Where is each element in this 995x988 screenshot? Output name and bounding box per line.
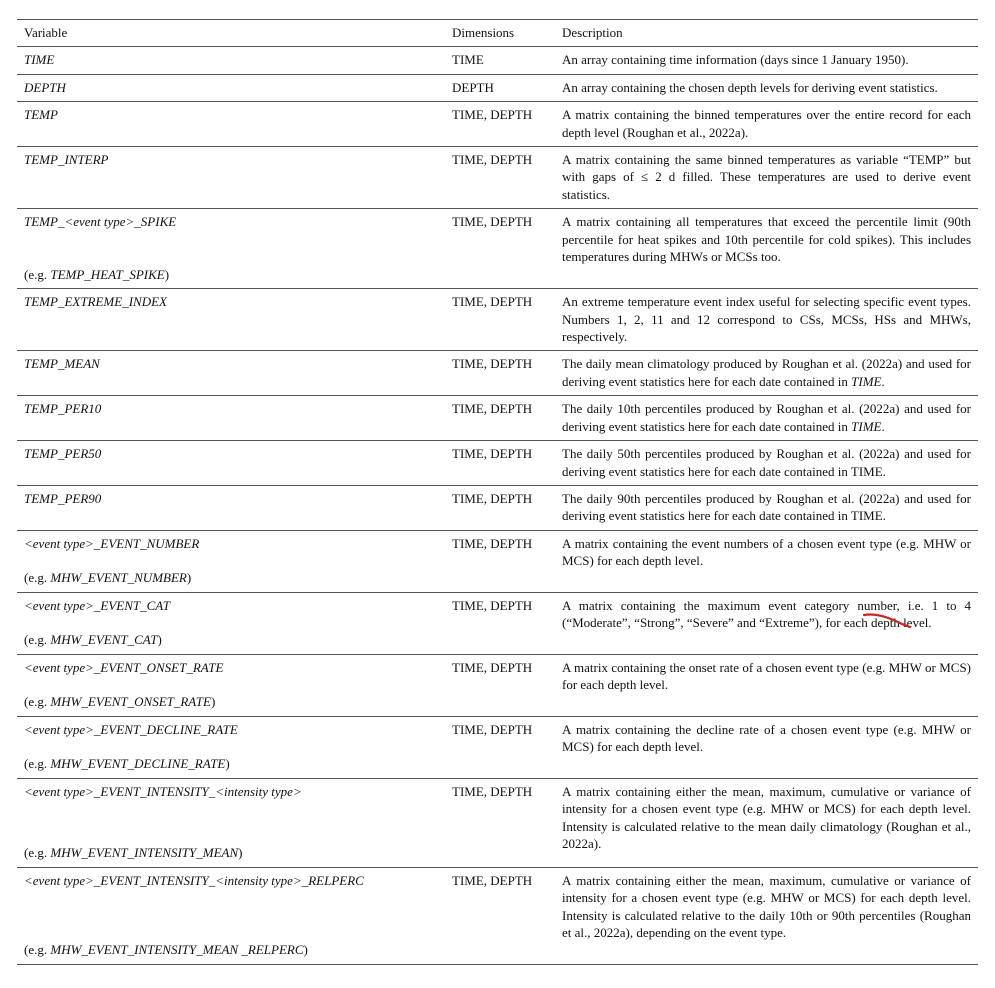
example-name: MHW_EVENT_DECLINE_RATE [50, 756, 226, 772]
dimensions-cell: TIME, DEPTH [445, 289, 555, 351]
dimensions-cell: TIME, DEPTH [445, 716, 555, 778]
example-line: (e.g. MHW_EVENT_NUMBER) [24, 570, 192, 586]
variable-name: <event type>_EVENT_NUMBER [24, 535, 200, 551]
description-cell: An extreme temperature event index useful for selecting specific event types. Numbers 1, 2, 11 and 12 correspond to CSs, MCSs, HSs and MHWs, respectively. [555, 289, 978, 351]
dimensions-cell: TIME, DEPTH [445, 351, 555, 396]
example-line: (e.g. MHW_EVENT_INTENSITY_MEAN _RELPERC) [24, 942, 308, 958]
variable-name: TEMP_INTERP [24, 152, 109, 168]
variable-cell [17, 47, 445, 74]
description-cell: An array containing time information (days since 1 January 1950). [555, 47, 978, 74]
description-cell: The daily 90th percentiles produced by Roughan et al. (2022a) and used for deriving event statistics here for each date contained in TIME. [555, 485, 978, 530]
dimensions-cell: TIME, DEPTH [445, 867, 555, 964]
variable-cell [17, 351, 445, 396]
description-cell: A matrix containing the decline rate of a chosen event type (e.g. MHW or MCS) for each depth level. [555, 716, 978, 778]
dimensions-cell: TIME, DEPTH [445, 147, 555, 209]
description-cell: A matrix containing the same binned temperatures as variable “TEMP” but with gaps of ≤ 2 d filled. These temperatures are used to derive event statistics. [555, 147, 978, 209]
description-cell: A matrix containing the binned temperatures over the entire record for each depth level (Roughan et al., 2022a). [555, 102, 978, 147]
variable-name: <event type>_EVENT_INTENSITY_<intensity type>_RELPERC [24, 872, 364, 888]
dimensions-cell: TIME, DEPTH [445, 530, 555, 592]
example-name: TEMP_HEAT_SPIKE [50, 266, 165, 282]
description-cell: A matrix containing either the mean, maximum, cumulative or variance of intensity for a chosen event type (e.g. MHW or MCS) for each depth level. Intensity is calculated relative to the mean daily climatology (Roughan et al., 2022a). [555, 778, 978, 867]
variable-name: TEMP_<event type>_SPIKE [24, 214, 177, 230]
variables-table [17, 19, 978, 965]
variable-name: <event type>_EVENT_INTENSITY_<intensity type> [24, 783, 302, 799]
dimensions-cell: TIME, DEPTH [445, 209, 555, 289]
variable-name: <event type>_EVENT_DECLINE_RATE [24, 721, 238, 737]
description-cell: A matrix containing the maximum event category number, i.e. 1 to 4 (“Moderate”, “Strong”, “Severe” and “Extreme”), for each depth level. [555, 592, 978, 654]
variable-cell [17, 485, 445, 530]
table-row [17, 441, 978, 486]
example-line: (e.g. MHW_EVENT_DECLINE_RATE) [24, 756, 230, 772]
table-row [17, 289, 978, 351]
dimensions-cell: TIME, DEPTH [445, 778, 555, 867]
example-name: MHW_EVENT_INTENSITY_MEAN _RELPERC [50, 942, 304, 958]
dimensions-cell: TIME, DEPTH [445, 396, 555, 441]
table-row [17, 74, 978, 101]
example-line: (e.g. MHW_EVENT_ONSET_RATE) [24, 694, 216, 710]
description-cell: The daily 50th percentiles produced by Roughan et al. (2022a) and used for deriving event statistics here for each date contained in TIME. [555, 441, 978, 486]
variable-cell [17, 396, 445, 441]
table-header-row [17, 20, 978, 47]
example-line: (e.g. MHW_EVENT_CAT) [24, 632, 162, 648]
variable-name: DEPTH [24, 79, 66, 95]
dimensions-cell: TIME, DEPTH [445, 102, 555, 147]
variable-name: TEMP_EXTREME_INDEX [24, 294, 167, 310]
table-row [17, 867, 978, 964]
variable-cell [17, 716, 445, 778]
example-name: MHW_EVENT_NUMBER [50, 570, 187, 586]
variable-cell [17, 102, 445, 147]
table-row [17, 209, 978, 289]
variable-cell [17, 209, 445, 289]
dimensions-cell: TIME, DEPTH [445, 654, 555, 716]
dimensions-cell: TIME, DEPTH [445, 441, 555, 486]
dimensions-cell: TIME, DEPTH [445, 485, 555, 530]
variable-name: <event type>_EVENT_ONSET_RATE [24, 659, 224, 675]
variable-cell [17, 441, 445, 486]
example-line: (e.g. MHW_EVENT_INTENSITY_MEAN) [24, 845, 243, 861]
table-row [17, 530, 978, 592]
description-cell: A matrix containing either the mean, maximum, cumulative or variance of intensity for a chosen event type (e.g. MHW or MCS) for each depth level. Intensity is calculated relative to the daily 10th or 90th percentiles (Roughan et al., 2022a), depending on the event type. [555, 867, 978, 964]
table-row [17, 654, 978, 716]
description-cell: An array containing the chosen depth levels for deriving event statistics. [555, 74, 978, 101]
variable-name: <event type>_EVENT_CAT [24, 597, 170, 613]
description-cell: The daily 10th percentiles produced by Roughan et al. (2022a) and used for deriving event statistics here for each date contained in TIME. [555, 396, 978, 441]
description-cell: A matrix containing the event numbers of a chosen event type (e.g. MHW or MCS) for each depth level. [555, 530, 978, 592]
dimensions-cell: TIME, DEPTH [445, 592, 555, 654]
variable-cell [17, 74, 445, 101]
variable-cell [17, 778, 445, 867]
table-row [17, 47, 978, 74]
variable-cell [17, 592, 445, 654]
header-description: Description [555, 20, 978, 47]
example-name: MHW_EVENT_ONSET_RATE [50, 694, 211, 710]
table-row [17, 147, 978, 209]
variable-cell [17, 147, 445, 209]
variable-cell [17, 867, 445, 964]
header-variable: Variable [17, 20, 445, 47]
description-cell: A matrix containing the onset rate of a chosen event type (e.g. MHW or MCS) for each depth level. [555, 654, 978, 716]
table-row [17, 485, 978, 530]
dimensions-cell: TIME [445, 47, 555, 74]
example-line: (e.g. TEMP_HEAT_SPIKE) [24, 266, 170, 282]
dimensions-cell: DEPTH [445, 74, 555, 101]
variable-name: TIME [24, 52, 55, 68]
table-row [17, 716, 978, 778]
variable-cell [17, 530, 445, 592]
table-row [17, 592, 978, 654]
description-cell: The daily mean climatology produced by Roughan et al. (2022a) and used for deriving event statistics here for each date contained in TIME. [555, 351, 978, 396]
description-cell: A matrix containing all temperatures that exceed the percentile limit (90th percentile for heat spikes and 10th percentile for cold spikes). This includes temperatures during MHWs or MCSs too. [555, 209, 978, 289]
header-dimensions: Dimensions [445, 20, 555, 47]
example-name: MHW_EVENT_INTENSITY_MEAN [50, 845, 239, 861]
table-row [17, 778, 978, 867]
variable-name: TEMP_PER10 [24, 401, 102, 417]
example-name: MHW_EVENT_CAT [50, 632, 158, 648]
table-row [17, 102, 978, 147]
variable-name: TEMP_PER50 [24, 446, 102, 462]
table-row [17, 396, 978, 441]
variable-cell [17, 654, 445, 716]
variable-cell [17, 289, 445, 351]
variable-name: TEMP_PER90 [24, 490, 102, 506]
variable-name: TEMP_MEAN [24, 356, 100, 372]
variable-name: TEMP [24, 107, 58, 123]
table-row [17, 351, 978, 396]
